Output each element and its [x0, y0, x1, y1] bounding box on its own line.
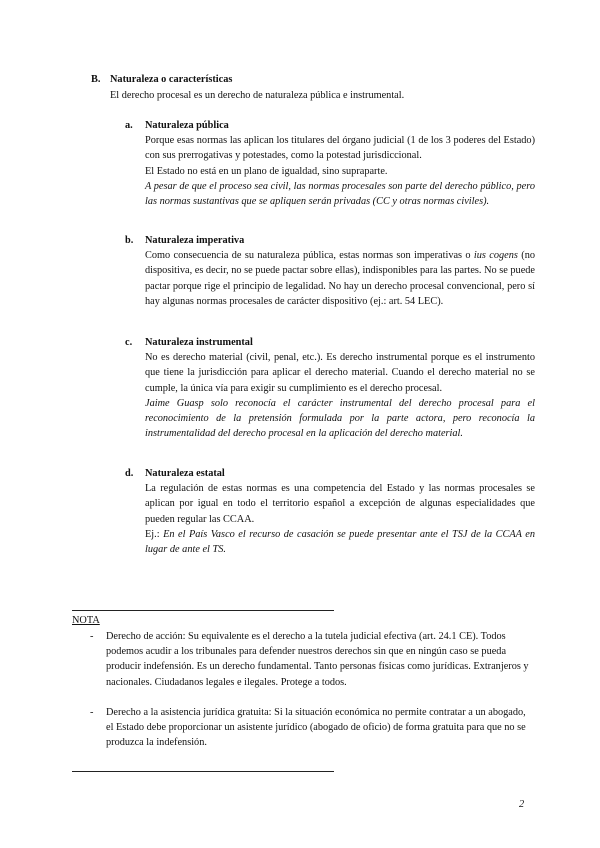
section-letter: B. [91, 74, 101, 85]
section-heading [91, 72, 551, 87]
subsection-heading [125, 466, 535, 481]
subsection-instrumental [125, 335, 535, 441]
paragraph: El Estado no está en un plano de igualdad, sino supraparte. [145, 165, 388, 177]
list-dash: - [90, 631, 94, 642]
nota-item [90, 629, 530, 690]
paragraph-text: Como consecuencia de su naturaleza pública, estas normas son imperativas o [145, 250, 474, 262]
divider-top [72, 610, 334, 611]
subsection-heading [125, 335, 535, 350]
subsection-letter: d. [125, 468, 134, 479]
subsection-letter: b. [125, 235, 134, 246]
paragraph-italic-example: En el País Vasco el recurso de casación se puede presentar ante el TSJ de la CCAA en lugar de ante el TS. [145, 528, 535, 556]
nota-list [90, 629, 530, 750]
subsection-title: Naturaleza instrumental [145, 337, 253, 348]
subsection-letter: a. [125, 120, 133, 131]
paragraph: No es derecho material (civil, penal, etc.). Es derecho instrumental porque es el instrumento que tiene la jurisdicción para aplicar el derecho material. Cuando el derecho material no se cumple, la única vía para exigir su cumplimiento es el derecho procesal. [145, 352, 535, 394]
subsection-heading [125, 233, 535, 248]
subsection-title: Naturaleza imperativa [145, 235, 245, 246]
subsection-letter: c. [125, 337, 133, 348]
subsection-body [145, 481, 535, 557]
section-title: Naturaleza o características [110, 74, 233, 85]
list-dash: - [90, 706, 94, 718]
paragraph [145, 248, 535, 309]
subsection-body [145, 350, 535, 441]
page-number: 2 [519, 799, 525, 810]
paragraph-italic: A pesar de que el proceso sea civil, las normas procesales son parte del derecho público, pero las normas sustantivas que se apliquen serán privadas (CC y otras normas civiles). [145, 180, 535, 208]
subsection-title: Naturaleza estatal [145, 468, 225, 479]
paragraph-italic-term: ius cogens [473, 250, 518, 262]
nota-item-text: Derecho a la asistencia jurídica gratuita: Si la situación económica no permite contratar a un abogado, el Estado debe proporcionar un asistente jurídico (abogado de oficio) de forma gratuita para que no se produzca la indefensión. [106, 706, 526, 749]
section-intro: El derecho procesal es un derecho de naturaleza pública e instrumental. [110, 90, 405, 101]
paragraph-italic: Jaime Guasp solo reconocía el carácter instrumental del derecho procesal para el reconocimiento de la pretensión formulada por la parte actora, pero reconocía la instrumentalidad del derecho procesal en la aplicación del derecho material. [145, 397, 535, 440]
subsection-imperativa [125, 233, 535, 309]
paragraph-text: Ej.: [145, 528, 164, 540]
subsection-title: Naturaleza pública [145, 120, 229, 131]
subsection-estatal [125, 466, 535, 557]
paragraph: La regulación de estas normas es una competencia del Estado y las normas procesales se aplican por igual en todo el territorio español a excepción de algunas especialidades que pueden regular las CCAA. [145, 483, 535, 525]
paragraph [145, 527, 535, 557]
paragraph-text: (no dispositiva, es decir, no se puede pactar sobre ellas), indisponibles para las partes. No se puede pactar porque rige el principio de legalidad. No hay un derecho procesal convencional, pero sí hay algunas normas procesales de carácter dispositivo (ej.: art. 54 LEC). [145, 250, 535, 307]
subsection-body [145, 133, 535, 209]
nota-item [90, 705, 530, 751]
nota-item-text: Derecho de acción: Su equivalente es el derecho a la tutela judicial efectiva (art. 24.1 CE). Todos podemos acudir a los tribunales para defender nuestros derechos sin que en ningún caso se pueda producir indefensión. Es un derecho fundamental. Tanto personas físicas como jurídicas. Extranjeros y nacionales. Ciudadanos legales e ilegales. Protege a todos. [106, 631, 529, 688]
subsection-heading [125, 118, 535, 133]
divider-bottom [72, 771, 334, 772]
nota-title: NOTA [72, 615, 100, 626]
subsection-body [145, 248, 535, 309]
paragraph: Porque esas normas las aplican los titulares del órgano judicial (1 de los 3 poderes del Estado) con sus prerrogativas y potestades, como la potestad jurisdiccional. [145, 135, 535, 162]
subsection-publica [125, 118, 535, 209]
